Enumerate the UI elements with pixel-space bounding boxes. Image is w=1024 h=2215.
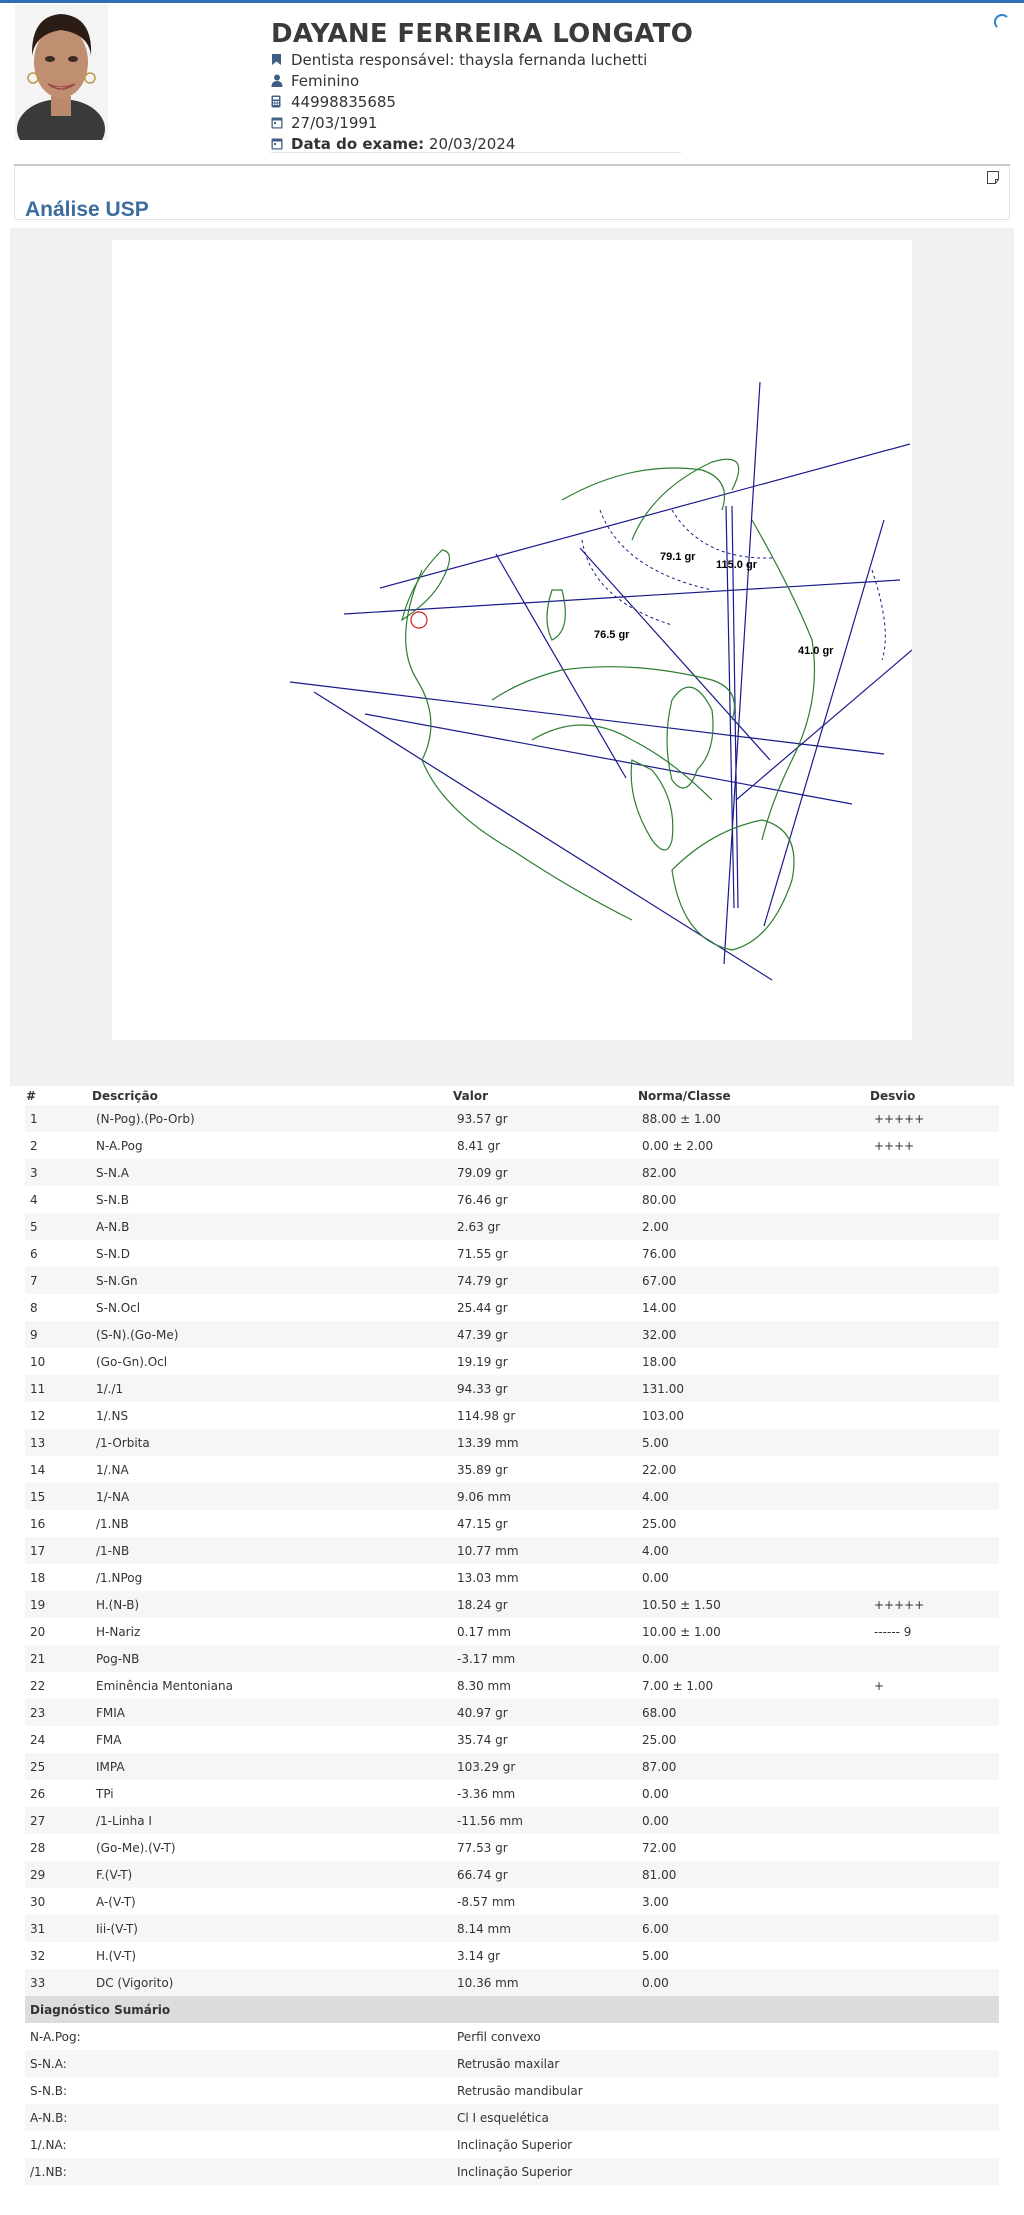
table-row bbox=[25, 1888, 999, 1915]
row-value: 18.24 gr bbox=[452, 1591, 637, 1618]
row-number: 5 bbox=[25, 1213, 91, 1240]
table-row bbox=[25, 1915, 999, 1942]
table-row bbox=[25, 1807, 999, 1834]
table-row bbox=[25, 1969, 999, 1996]
row-value: -11.56 mm bbox=[452, 1807, 637, 1834]
row-value: 13.03 mm bbox=[452, 1564, 637, 1591]
angle-label: 76.5 gr bbox=[594, 629, 630, 641]
row-description: (S-N).(Go-Me) bbox=[91, 1321, 452, 1348]
tracing-curve bbox=[547, 590, 565, 640]
table-row bbox=[25, 1132, 999, 1159]
row-deviation bbox=[869, 1861, 999, 1888]
table-row bbox=[25, 1942, 999, 1969]
row-description: IMPA bbox=[91, 1753, 452, 1780]
header-norm: Norma/Classe bbox=[638, 1088, 731, 1103]
row-norm: 87.00 bbox=[637, 1753, 869, 1780]
row-number: 32 bbox=[25, 1942, 91, 1969]
row-value: 94.33 gr bbox=[452, 1375, 637, 1402]
header-value: Valor bbox=[453, 1088, 489, 1103]
row-description: 1/.NS bbox=[91, 1402, 452, 1429]
summary-row bbox=[25, 2077, 999, 2104]
row-deviation bbox=[869, 1564, 999, 1591]
row-value: -3.17 mm bbox=[452, 1645, 637, 1672]
birthdate-text: 27/03/1991 bbox=[291, 113, 378, 132]
row-value: 8.14 mm bbox=[452, 1915, 637, 1942]
table-row bbox=[25, 1159, 999, 1186]
row-value: 10.77 mm bbox=[452, 1537, 637, 1564]
angle-label: 79.1 gr bbox=[660, 551, 696, 563]
summary-measure: S-N.B: bbox=[25, 2077, 452, 2104]
row-value: 47.39 gr bbox=[452, 1321, 637, 1348]
table-header bbox=[25, 1086, 999, 1105]
row-description: (N-Pog).(Po-Orb) bbox=[91, 1105, 452, 1132]
table-row bbox=[25, 1726, 999, 1753]
row-deviation bbox=[869, 1807, 999, 1834]
row-deviation: +++++ bbox=[869, 1591, 999, 1618]
row-value: 35.89 gr bbox=[452, 1456, 637, 1483]
info-dentist bbox=[271, 49, 681, 70]
row-norm: 18.00 bbox=[637, 1348, 869, 1375]
row-description: H.(V-T) bbox=[91, 1942, 452, 1969]
tracing-curve bbox=[532, 725, 712, 800]
row-value: 13.39 mm bbox=[452, 1429, 637, 1456]
row-deviation bbox=[869, 1537, 999, 1564]
row-deviation: + bbox=[869, 1672, 999, 1699]
row-norm: 103.00 bbox=[637, 1402, 869, 1429]
row-deviation bbox=[869, 1429, 999, 1456]
row-norm: 4.00 bbox=[637, 1483, 869, 1510]
row-number: 12 bbox=[25, 1402, 91, 1429]
note-icon[interactable] bbox=[987, 171, 999, 184]
row-value: 76.46 gr bbox=[452, 1186, 637, 1213]
row-norm: 82.00 bbox=[637, 1159, 869, 1186]
calendar-icon bbox=[271, 137, 291, 150]
row-norm: 22.00 bbox=[637, 1456, 869, 1483]
patient-photo bbox=[15, 4, 108, 140]
row-description: 1/./1 bbox=[91, 1375, 452, 1402]
summary-diagnosis: Perfil convexo bbox=[452, 2023, 999, 2050]
info-exam-date bbox=[271, 133, 681, 154]
row-description: 1/-NA bbox=[91, 1483, 452, 1510]
row-description: H.(N-B) bbox=[91, 1591, 452, 1618]
table-row bbox=[25, 1321, 999, 1348]
row-deviation bbox=[869, 1186, 999, 1213]
phone-icon bbox=[271, 95, 291, 108]
row-number: 8 bbox=[25, 1294, 91, 1321]
tooth-icon bbox=[271, 53, 291, 66]
row-deviation bbox=[869, 1240, 999, 1267]
summary-diagnosis: Retrusão mandibular bbox=[452, 2077, 999, 2104]
user-icon bbox=[271, 74, 291, 87]
row-norm: 6.00 bbox=[637, 1915, 869, 1942]
measurements-table bbox=[25, 1086, 999, 2185]
summary-header bbox=[25, 1996, 999, 2023]
row-description: /1-Orbita bbox=[91, 1429, 452, 1456]
row-description: FMIA bbox=[91, 1699, 452, 1726]
table-row bbox=[25, 1591, 999, 1618]
row-number: 33 bbox=[25, 1969, 91, 1996]
row-norm: 5.00 bbox=[637, 1429, 869, 1456]
row-deviation bbox=[869, 1456, 999, 1483]
cephalometric-tracing bbox=[112, 240, 912, 1040]
summary-row bbox=[25, 2104, 999, 2131]
tracing-curve bbox=[752, 520, 815, 840]
row-deviation bbox=[869, 1348, 999, 1375]
tracing-line bbox=[344, 580, 900, 614]
row-description: A-(V-T) bbox=[91, 1888, 452, 1915]
row-number: 26 bbox=[25, 1780, 91, 1807]
row-value: 114.98 gr bbox=[452, 1402, 637, 1429]
row-value: 35.74 gr bbox=[452, 1726, 637, 1753]
table-row bbox=[25, 1537, 999, 1564]
row-number: 20 bbox=[25, 1618, 91, 1645]
angle-arc bbox=[600, 510, 712, 590]
tracing-line bbox=[290, 682, 884, 754]
header-number: # bbox=[26, 1088, 37, 1103]
table-row bbox=[25, 1483, 999, 1510]
table-row bbox=[25, 1294, 999, 1321]
analysis-panel bbox=[14, 166, 1010, 220]
summary-diagnosis: Retrusão maxilar bbox=[452, 2050, 999, 2077]
dentist-text: Dentista responsável: thaysla fernanda luchetti bbox=[291, 50, 648, 69]
row-number: 24 bbox=[25, 1726, 91, 1753]
loading-spinner-icon bbox=[994, 14, 1010, 30]
row-description: S-N.A bbox=[91, 1159, 452, 1186]
row-number: 1 bbox=[25, 1105, 91, 1132]
angle-arc bbox=[872, 570, 885, 660]
row-number: 14 bbox=[25, 1456, 91, 1483]
row-deviation bbox=[869, 1969, 999, 1996]
row-value: 8.30 mm bbox=[452, 1672, 637, 1699]
row-norm: 76.00 bbox=[637, 1240, 869, 1267]
row-deviation bbox=[869, 1834, 999, 1861]
phone-text: 44998835685 bbox=[291, 92, 396, 111]
row-number: 29 bbox=[25, 1861, 91, 1888]
row-number: 2 bbox=[25, 1132, 91, 1159]
tracing-curve bbox=[632, 459, 739, 540]
row-norm: 80.00 bbox=[637, 1186, 869, 1213]
row-norm: 0.00 bbox=[637, 1807, 869, 1834]
calendar-icon bbox=[271, 116, 291, 129]
angle-label: 115.0 gr bbox=[716, 559, 757, 571]
row-norm: 88.00 ± 1.00 bbox=[637, 1105, 869, 1132]
row-description: /1-NB bbox=[91, 1537, 452, 1564]
row-description: /1.NPog bbox=[91, 1564, 452, 1591]
row-value: 74.79 gr bbox=[452, 1267, 637, 1294]
row-description: DC (Vigorito) bbox=[91, 1969, 452, 1996]
row-description: H-Nariz bbox=[91, 1618, 452, 1645]
summary-measure: 1/.NA: bbox=[25, 2131, 452, 2158]
row-value: 9.06 mm bbox=[452, 1483, 637, 1510]
row-number: 7 bbox=[25, 1267, 91, 1294]
table-row bbox=[25, 1618, 999, 1645]
summary-title: Diagnóstico Sumário bbox=[25, 1996, 999, 2023]
row-value: -3.36 mm bbox=[452, 1780, 637, 1807]
summary-row bbox=[25, 2131, 999, 2158]
table-row bbox=[25, 1267, 999, 1294]
row-number: 10 bbox=[25, 1348, 91, 1375]
row-norm: 25.00 bbox=[637, 1726, 869, 1753]
row-value: 8.41 gr bbox=[452, 1132, 637, 1159]
summary-measure: N-A.Pog: bbox=[25, 2023, 452, 2050]
summary-row bbox=[25, 2158, 999, 2185]
row-value: 66.74 gr bbox=[452, 1861, 637, 1888]
summary-measure: A-N.B: bbox=[25, 2104, 452, 2131]
row-deviation: ++++ bbox=[869, 1132, 999, 1159]
table-row bbox=[25, 1645, 999, 1672]
row-norm: 3.00 bbox=[637, 1888, 869, 1915]
row-value: 77.53 gr bbox=[452, 1834, 637, 1861]
row-number: 19 bbox=[25, 1591, 91, 1618]
patient-name: DAYANE FERREIRA LONGATO bbox=[271, 19, 694, 49]
table-row bbox=[25, 1780, 999, 1807]
table-row bbox=[25, 1186, 999, 1213]
row-number: 4 bbox=[25, 1186, 91, 1213]
row-norm: 0.00 bbox=[637, 1564, 869, 1591]
table-row bbox=[25, 1861, 999, 1888]
row-deviation: +++++ bbox=[869, 1105, 999, 1132]
row-norm: 0.00 bbox=[637, 1645, 869, 1672]
summary-row bbox=[25, 2023, 999, 2050]
row-deviation bbox=[869, 1645, 999, 1672]
table-row bbox=[25, 1402, 999, 1429]
marker-point bbox=[411, 612, 427, 628]
row-number: 3 bbox=[25, 1159, 91, 1186]
row-deviation bbox=[869, 1726, 999, 1753]
row-value: 47.15 gr bbox=[452, 1510, 637, 1537]
tracing-curve bbox=[631, 760, 673, 850]
row-norm: 2.00 bbox=[637, 1213, 869, 1240]
row-deviation bbox=[869, 1510, 999, 1537]
row-number: 11 bbox=[25, 1375, 91, 1402]
table-row bbox=[25, 1564, 999, 1591]
row-description: Pog-NB bbox=[91, 1645, 452, 1672]
gender-text: Feminino bbox=[291, 71, 360, 90]
angle-arc bbox=[582, 540, 672, 625]
row-deviation bbox=[869, 1402, 999, 1429]
table-row bbox=[25, 1429, 999, 1456]
row-number: 27 bbox=[25, 1807, 91, 1834]
tracing-curve bbox=[667, 687, 713, 788]
row-description: N-A.Pog bbox=[91, 1132, 452, 1159]
row-norm: 131.00 bbox=[637, 1375, 869, 1402]
tracing-curve bbox=[492, 667, 735, 720]
info-phone bbox=[271, 91, 681, 112]
row-norm: 5.00 bbox=[637, 1942, 869, 1969]
row-description: Iii-(V-T) bbox=[91, 1915, 452, 1942]
row-value: 71.55 gr bbox=[452, 1240, 637, 1267]
row-deviation bbox=[869, 1753, 999, 1780]
row-description: /1.NB bbox=[91, 1510, 452, 1537]
tracing-line bbox=[764, 520, 884, 926]
tracing-line bbox=[365, 714, 852, 804]
table-row bbox=[25, 1105, 999, 1132]
row-deviation bbox=[869, 1699, 999, 1726]
row-deviation bbox=[869, 1942, 999, 1969]
row-value: 2.63 gr bbox=[452, 1213, 637, 1240]
row-norm: 10.00 ± 1.00 bbox=[637, 1618, 869, 1645]
row-norm: 67.00 bbox=[637, 1267, 869, 1294]
summary-row bbox=[25, 2050, 999, 2077]
analysis-title: Análise USP bbox=[25, 198, 149, 221]
row-description: A-N.B bbox=[91, 1213, 452, 1240]
row-norm: 0.00 ± 2.00 bbox=[637, 1132, 869, 1159]
summary-diagnosis: Cl I esquelética bbox=[452, 2104, 999, 2131]
row-norm: 14.00 bbox=[637, 1294, 869, 1321]
row-number: 28 bbox=[25, 1834, 91, 1861]
row-deviation bbox=[869, 1888, 999, 1915]
info-birthdate bbox=[271, 112, 681, 133]
row-number: 21 bbox=[25, 1645, 91, 1672]
row-deviation bbox=[869, 1483, 999, 1510]
table-row bbox=[25, 1456, 999, 1483]
row-norm: 72.00 bbox=[637, 1834, 869, 1861]
row-deviation bbox=[869, 1375, 999, 1402]
tracing-line bbox=[736, 650, 912, 800]
row-norm: 25.00 bbox=[637, 1510, 869, 1537]
summary-diagnosis: Inclinação Superior bbox=[452, 2158, 999, 2185]
exam-date-label: Data do exame: bbox=[291, 134, 425, 153]
row-description: (Go-Gn).Ocl bbox=[91, 1348, 452, 1375]
row-number: 31 bbox=[25, 1915, 91, 1942]
row-number: 17 bbox=[25, 1537, 91, 1564]
row-number: 23 bbox=[25, 1699, 91, 1726]
row-deviation bbox=[869, 1321, 999, 1348]
row-deviation bbox=[869, 1213, 999, 1240]
row-value: -8.57 mm bbox=[452, 1888, 637, 1915]
row-value: 25.44 gr bbox=[452, 1294, 637, 1321]
row-norm: 0.00 bbox=[637, 1969, 869, 1996]
patient-info bbox=[271, 49, 681, 154]
table-row bbox=[25, 1240, 999, 1267]
row-norm: 7.00 ± 1.00 bbox=[637, 1672, 869, 1699]
summary-measure: /1.NB: bbox=[25, 2158, 452, 2185]
row-value: 103.29 gr bbox=[452, 1753, 637, 1780]
header-description: Descrição bbox=[92, 1088, 158, 1103]
tracing-curve bbox=[562, 468, 725, 510]
row-description: S-N.Gn bbox=[91, 1267, 452, 1294]
row-number: 22 bbox=[25, 1672, 91, 1699]
row-number: 30 bbox=[25, 1888, 91, 1915]
info-gender bbox=[271, 70, 681, 91]
row-norm: 4.00 bbox=[637, 1537, 869, 1564]
table-row bbox=[25, 1834, 999, 1861]
row-value: 0.17 mm bbox=[452, 1618, 637, 1645]
row-value: 93.57 gr bbox=[452, 1105, 637, 1132]
row-number: 16 bbox=[25, 1510, 91, 1537]
top-accent-bar bbox=[0, 0, 1024, 3]
row-number: 25 bbox=[25, 1753, 91, 1780]
table-row bbox=[25, 1375, 999, 1402]
row-deviation bbox=[869, 1267, 999, 1294]
row-norm: 32.00 bbox=[637, 1321, 869, 1348]
row-number: 6 bbox=[25, 1240, 91, 1267]
row-value: 40.97 gr bbox=[452, 1699, 637, 1726]
table-row bbox=[25, 1753, 999, 1780]
row-value: 10.36 mm bbox=[452, 1969, 637, 1996]
row-deviation bbox=[869, 1915, 999, 1942]
summary-diagnosis: Inclinação Superior bbox=[452, 2131, 999, 2158]
row-deviation bbox=[869, 1294, 999, 1321]
tracing-curve bbox=[406, 570, 632, 920]
row-description: Eminência Mentoniana bbox=[91, 1672, 452, 1699]
row-description: F.(V-T) bbox=[91, 1861, 452, 1888]
row-deviation bbox=[869, 1780, 999, 1807]
table-row bbox=[25, 1672, 999, 1699]
table-row bbox=[25, 1213, 999, 1240]
angle-label: 41.0 gr bbox=[798, 645, 834, 657]
row-description: S-N.Ocl bbox=[91, 1294, 452, 1321]
row-norm: 68.00 bbox=[637, 1699, 869, 1726]
row-description: (Go-Me).(V-T) bbox=[91, 1834, 452, 1861]
info-divider bbox=[271, 152, 681, 153]
summary-measure: S-N.A: bbox=[25, 2050, 452, 2077]
row-number: 9 bbox=[25, 1321, 91, 1348]
row-value: 3.14 gr bbox=[452, 1942, 637, 1969]
row-description: FMA bbox=[91, 1726, 452, 1753]
row-description: /1-Linha I bbox=[91, 1807, 452, 1834]
table-row bbox=[25, 1510, 999, 1537]
exam-date-text: 20/03/2024 bbox=[428, 134, 516, 153]
row-norm: 81.00 bbox=[637, 1861, 869, 1888]
table-row bbox=[25, 1699, 999, 1726]
row-number: 18 bbox=[25, 1564, 91, 1591]
table-row bbox=[25, 1348, 999, 1375]
row-description: S-N.B bbox=[91, 1186, 452, 1213]
row-deviation bbox=[869, 1159, 999, 1186]
row-description: S-N.D bbox=[91, 1240, 452, 1267]
row-norm: 0.00 bbox=[637, 1780, 869, 1807]
header-deviation: Desvio bbox=[870, 1088, 916, 1103]
row-number: 15 bbox=[25, 1483, 91, 1510]
row-norm: 10.50 ± 1.50 bbox=[637, 1591, 869, 1618]
row-deviation: ------ 9 bbox=[869, 1618, 999, 1645]
row-value: 79.09 gr bbox=[452, 1159, 637, 1186]
row-description: TPi bbox=[91, 1780, 452, 1807]
row-value: 19.19 gr bbox=[452, 1348, 637, 1375]
row-number: 13 bbox=[25, 1429, 91, 1456]
row-description: 1/.NA bbox=[91, 1456, 452, 1483]
